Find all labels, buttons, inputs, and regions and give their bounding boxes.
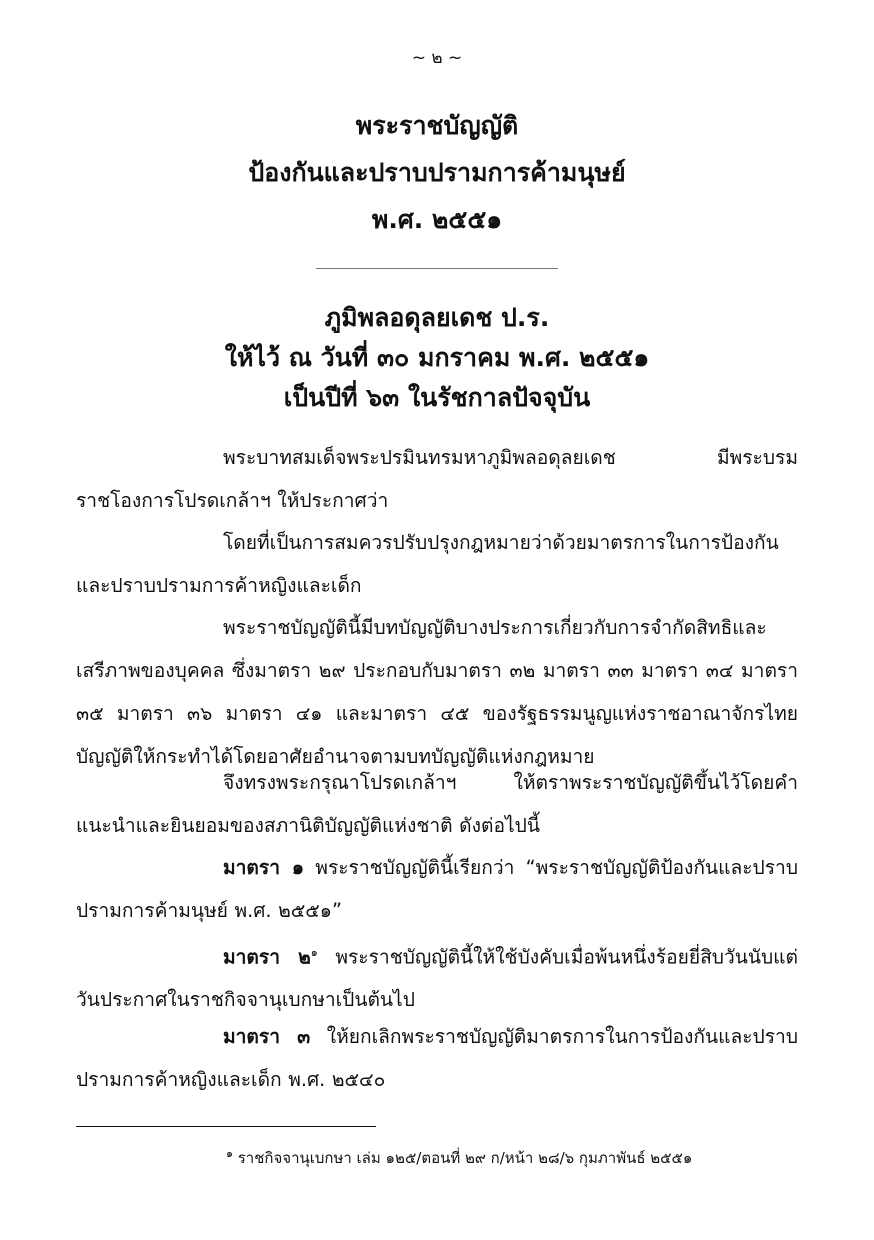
reign-year: เป็นปีที่ ๖๓ ในรัชกาลปัจจุบัน (283, 383, 591, 412)
section-3-text: ให้ยกเลิกพระราชบัญญัติมาตรการในการป้องกันและปราบปรามการค้าหญิงและเด็ก พ.ศ. ๒๕๔๐ (76, 1025, 798, 1091)
footnote-divider (76, 1126, 376, 1127)
section-2 (76, 931, 798, 1021)
section-1-text: พระราชบัญญัตินี้เรียกว่า “พระราชบัญญัติป้องกันและปราบปรามการค้ามนุษย์ พ.ศ. ๒๕๕๑” (76, 856, 798, 922)
footnote-text: ราชกิจจานุเบกษา เล่ม ๑๒๕/ตอนที่ ๒๙ ก/หน้า ๒๘/๖ กุมภาพันธ์ ๒๕๕๑ (232, 1149, 693, 1167)
section-1-label: มาตรา ๑ (223, 856, 305, 879)
section-2-label: มาตรา ๒ (223, 945, 311, 969)
section-2-text: พระราชบัญญัตินี้ให้ใช้บังคับเมื่อพ้นหนึ่งร้อยยี่สิบวันนับแต่วันประกาศในราชกิจจานุเบกษาเป็นต้นไป (76, 945, 798, 1012)
footnote-reference: ๑ (310, 946, 318, 959)
proclamation-paragraph: พระบาทสมเด็จพระปรมินทรมหาภูมิพลอดุลยเดช มีพระบรมราชโองการโปรดเกล้าฯ ให้ประกาศว่า (76, 446, 798, 512)
title-act: พระราชบัญญัติ (355, 111, 519, 140)
title-divider (316, 268, 558, 269)
enactment-paragraph: จึงทรงพระกรุณาโปรดเกล้าฯ ให้ตราพระราชบัญญัติขึ้นไว้โดยคำแนะนำและยินยอมของสภานิติบัญญัติแห่งชาติ ดังต่อไปนี้ (76, 771, 798, 837)
given-date: ให้ไว้ ณ วันที่ ๓๐ มกราคม พ.ศ. ๒๕๕๑ (224, 343, 650, 372)
title-year: พ.ศ. ๒๕๕๑ (371, 205, 503, 234)
page-number: ~ ๒ ~ (411, 48, 463, 68)
rationale-paragraph: โดยที่เป็นการสมควรปรับปรุงกฎหมายว่าด้วยมาตรการในการป้องกันและปราบปรามการค้าหญิงและเด็ก (76, 531, 779, 597)
king-name: ภูมิพลอดุลยเดช ป.ร. (324, 303, 550, 332)
footnote (226, 1144, 692, 1170)
section-3-label: มาตรา ๓ (223, 1025, 311, 1048)
rights-limitation-paragraph: พระราชบัญญัตินี้มีบทบัญญัติบางประการเกี่ยวกับการจำกัดสิทธิและเสรีภาพของบุคคล ซึ่งมาตรา ๒๙ ประกอบกับมาตรา ๓๒ มาตรา ๓๓ มาตรา ๓๔ มาตรา ๓๕ มาตรา ๓๖ มาตรา ๔๑ และมาตรา ๔๕ ของรัฐธรรมนูญแห่งราชอาณาจักรไทย บัญญัติให้กระทำได้โดยอาศัยอำนาจตามบทบัญญัติแห่งกฎหมาย (76, 616, 798, 768)
footnote-mark: ๑ (226, 1147, 233, 1160)
section-1 (76, 846, 798, 932)
section-3 (76, 1015, 798, 1101)
title-subject: ป้องกันและปราบปรามการค้ามนุษย์ (248, 158, 626, 187)
